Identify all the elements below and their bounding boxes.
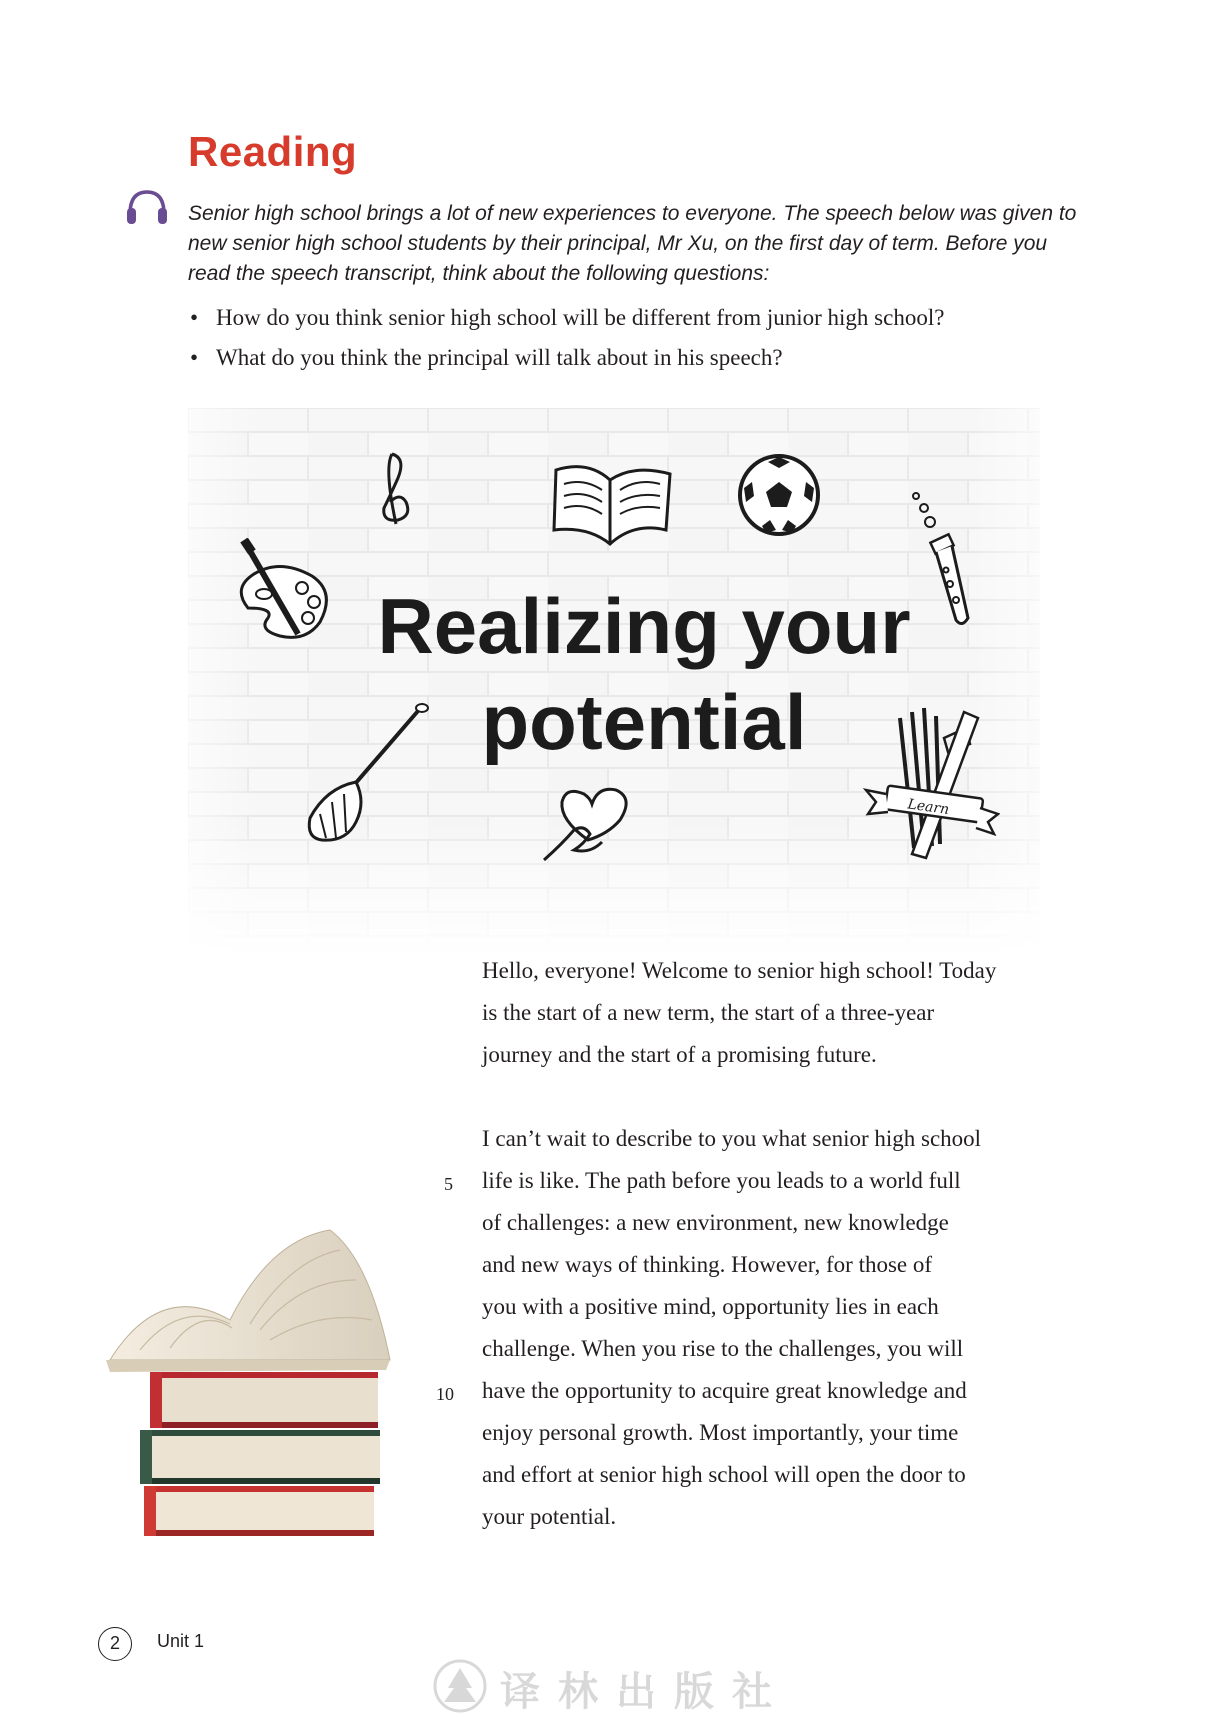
- speech-line: have the opportunity to acquire great knowledge and: [482, 1378, 967, 1403]
- question-text: What do you think the principal will talk about in his speech?: [216, 345, 783, 370]
- speech-line: you with a positive mind, opportunity lies in each: [482, 1294, 939, 1319]
- speech-line: and new ways of thinking. However, for those of: [482, 1252, 933, 1277]
- bullet: •: [190, 345, 199, 370]
- intro-text: [188, 199, 1077, 289]
- speech-line: life is like. The path before you leads to a world full: [482, 1168, 961, 1193]
- speech-line: enjoy personal growth. Most importantly, your time: [482, 1420, 959, 1445]
- ribbon-text: Learn: [906, 796, 951, 819]
- bullet: •: [190, 305, 199, 330]
- speech-line: and effort at senior high school will open the door to: [482, 1462, 966, 1487]
- speech-line: your potential.: [482, 1504, 617, 1529]
- speech-line: Hello, everyone! Welcome to senior high school! Today: [482, 958, 997, 983]
- heart-in-hand-icon: [540, 780, 636, 866]
- intro-line: read the speech transcript, think about the following questions:: [188, 262, 770, 285]
- question-item: [188, 338, 1068, 378]
- question-list: [188, 298, 1068, 378]
- speech-line: journey and the start of a promising future.: [482, 1042, 877, 1067]
- speech-paragraph-1: [482, 950, 1064, 1076]
- headphones-icon[interactable]: [124, 186, 170, 228]
- unit-label: Unit 1: [157, 1631, 205, 1651]
- publisher-watermark: 译林出版社: [500, 1668, 790, 1715]
- banner-title-line2: potential: [481, 678, 807, 766]
- question-item: [188, 298, 1068, 338]
- soccer-ball-icon: [736, 452, 822, 538]
- open-book-icon: [548, 460, 678, 550]
- intro-line: Senior high school brings a lot of new experiences to everyone. The speech below was given to: [188, 202, 1077, 225]
- intro-line: new senior high school students by their principal, Mr Xu, on the first day of term. Before you: [188, 232, 1048, 255]
- title-banner: [188, 408, 1040, 958]
- book-stack-image: [100, 1220, 420, 1540]
- speech-line: I can’t wait to describe to you what senior high school: [482, 1126, 982, 1151]
- publisher-logo-icon: [432, 1658, 488, 1714]
- treble-clef-icon: [374, 448, 424, 528]
- speech-line: challenge. When you rise to the challenges, you will: [482, 1336, 964, 1361]
- question-text: How do you think senior high school will be different from junior high school?: [216, 305, 945, 330]
- line-number-10: 10: [436, 1384, 454, 1404]
- banner-title-line1: Realizing your: [377, 582, 911, 670]
- speech-paragraph-2: [482, 1118, 1064, 1538]
- line-number-5: 5: [444, 1174, 453, 1194]
- speech-line: of challenges: a new environment, new knowledge: [482, 1210, 949, 1235]
- speech-line: is the start of a new term, the start of a three-year: [482, 1000, 935, 1025]
- section-heading: Reading: [188, 128, 358, 175]
- page-number: 2: [98, 1627, 132, 1661]
